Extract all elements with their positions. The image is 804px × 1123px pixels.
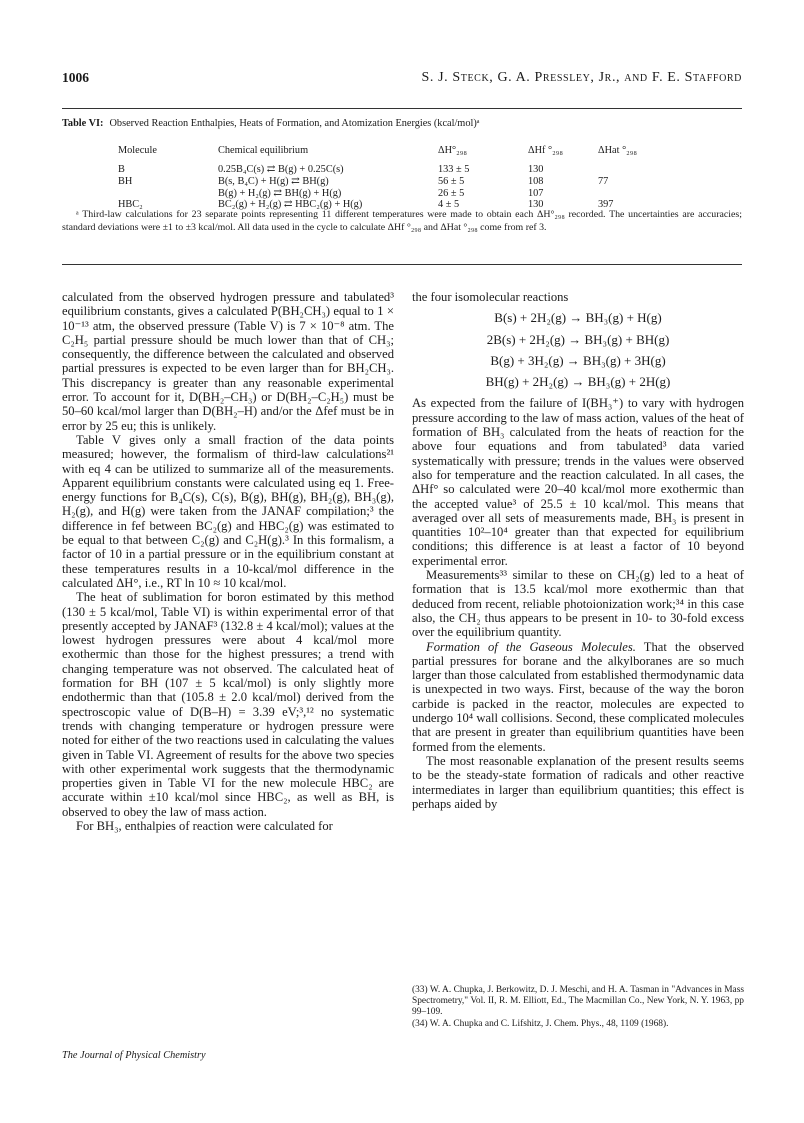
right-column (412, 290, 744, 811)
table-label: Table VI: (62, 118, 104, 129)
table-cell (118, 188, 218, 200)
running-header-authors: S. J. Steck, G. A. Pressley, Jr., and F. E. Stafford (421, 70, 742, 85)
table-cell (598, 164, 678, 176)
table-cell: 107 (528, 187, 544, 199)
equation: BH(g) + 2H₂(g) → BH₃(g) + 2H(g) (485, 374, 671, 390)
table-cell: BC₂(g) + H₂(g) ⇄ HBC₂(g) + H(g) (218, 199, 363, 211)
table-cell: 108 (528, 175, 544, 187)
table-cell: 77 (598, 175, 609, 187)
equation: B(g) + 3H₂(g) → BH₃(g) + 3H(g) (490, 352, 666, 368)
table-caption (62, 118, 742, 129)
table-cell: 56 ± 5 (438, 175, 465, 187)
column-header: Molecule (118, 145, 157, 156)
data-table (118, 143, 678, 211)
section-heading: Formation of the Gaseous Molecules. (426, 639, 636, 654)
table-cell: 4 ± 5 (438, 199, 460, 211)
table-cell (598, 188, 678, 200)
table-top-rule (62, 108, 742, 109)
equation: 2B(s) + 2H₂(g) → BH₃(g) + BH(g) (486, 331, 670, 347)
paragraph: calculated from the observed hydrogen pressure and tabulated³ equilibrium constants, gives a calculated P(BH₂CH₃) equal to 1 × 10⁻¹³ atm, the observed pressure (Table V) is 7 × 10⁻⁸ atm. The C₂H₅ partial pressure should be much lower than that of CH₃; consequently, the difference between the calculated and observed partial pressures is expected to be even larger than for BH₂CH₃. This discrepancy is greater than any reasonable experimental error. To account for it, D(BH₂–CH₃) or D(BH₂–C₂H₅) must be 50–60 kcal/mol larger than D(BH₂–H) and/or the Δfef must be in error by 25 eu; this is unlikely. (62, 290, 394, 433)
table-cell: 0.25B₄C(s) ⇄ B(g) + 0.25C(s) (218, 164, 344, 175)
table-cell: B (118, 164, 125, 175)
table-cell: B(s, B₄C) + H(g) ⇄ BH(g) (218, 175, 329, 187)
table-cell: HBC₂ (118, 199, 143, 211)
paragraph: The most reasonable explanation of the present results seems to be the steady-state formation of radicals and other reactive intermediates in larger than equilibrium quantities; this effect is perhaps aided by (412, 753, 744, 811)
table-row (118, 188, 678, 200)
table-footnote: ᵃ Third-law calculations for 23 separate points representing 11 different temperatures were made to obtain each ΔH°₂₉₈ recorded. The uncertainties are accuracies; standard deviations were ±1 to ±3 kcal/mol. All data used in the cycle to calculate ΔHf °₂₉₈ and ΔHat °₂₉₈ come from ref 3. (62, 209, 742, 233)
running-header (62, 70, 742, 88)
table-cell: 133 ± 5 (438, 164, 470, 175)
paragraph: The heat of sublimation for boron estimated by this method (130 ± 5 kcal/mol, Table VI) is within experimental error of that presently accepted by JANAF³ (132.8 ± 4 kcal/mol); values at the lowest hydrogen pressures were about 4 kcal/mol more exothermic than those for the highest pressures; a trend with changing temperature was not observed. The calculated heat of formation for BH (107 ± 5 kcal/mol) is only slightly more endothermic than that (105.8 ± 2.0 kcal/mol) derived from the spectroscopic value of D(B–H) = 3.39 eV;³,¹² no systematic trends with changing temperature or hydrogen pressure were noted for either of the two reactions used in calculating the values given in Table VI. Agreement of results for the above two species with other experimental work suggests that the thermodynamic properties given in Table VI for the new molecule HBC₂ are accurate within ±10 kcal/mol since HBC₂, as well as BH, is observed to obey the law of mass action. (62, 590, 394, 819)
page-number: 1006 (62, 70, 89, 85)
table-title: Observed Reaction Enthalpies, Heats of Formation, and Atomization Energies (kcal/mol)ᵃ (109, 118, 480, 129)
paragraph: For BH₃, enthalpies of reaction were calculated for (76, 818, 333, 833)
paragraph: Measurements³³ similar to these on CH₂(g) led to a heat of formation that is 13.5 kcal/mol more exothermic than that deduced from recent, reliable photoionization work;³⁴ in this case also, the CH₂ thus appears to be present in 10- to 30-fold excess over the equilibrium quantity. (412, 568, 744, 640)
table-cell: 26 ± 5 (438, 187, 465, 199)
table-cell: 130 (528, 199, 544, 211)
journal-name: The Journal of Physical Chemistry (62, 1050, 206, 1061)
footnotes (412, 985, 744, 1032)
column-header: ΔHat °₂₉₈ (598, 145, 637, 156)
table-bottom-rule (62, 264, 742, 265)
table-row (118, 164, 678, 176)
column-header: ΔHf °₂₉₈ (528, 145, 563, 156)
left-column (62, 290, 394, 833)
column-header: Chemical equilibrium (218, 145, 309, 156)
table-cell: 130 (528, 164, 544, 175)
paragraph (412, 640, 744, 754)
column-header: ΔH°₂₉₈ (438, 145, 467, 156)
paragraph: Table V gives only a small fraction of the data points measured; however, the formalism of third-law calculations²¹ with eq 4 can be utilized to summarize all of the measurements. Apparent equilibrium constants were calculated using eq 1. Free-energy functions for B₄C(s), C(s), B(g), BH(g), BH₂(g), BH₃(g), H₂(g), and H(g) were taken from the JANAF compilation;³ the difference in fef between BC₂(g) and HBC₂(g) was estimated to be equal to that between C₂(g) and C₂H(g).³ In this formalism, a factor of 10 in a partial pressure or in the equilibrium constant at these temperatures results in a 10-kcal/mol difference in the calculated ΔH°, i.e., RT ln 10 ≈ 10 kcal/mol. (62, 432, 394, 590)
equation: B(s) + 2H₂(g) → BH₃(g) + H(g) (494, 310, 662, 326)
paragraph-text: That the observed partial pressures for borane and the alkylboranes are so much larger than those calculated from established thermodynamic data is unexpected in two ways. First, because of the way the boron carbide is packed in the reactor, molecules are expected to undergo 10⁴ wall collisions. Second, these complicated molecules that are present in greater than equilibrium quantities have been formed from the elements. (412, 639, 744, 754)
footnote: (34) W. A. Chupka and C. Lifshitz, J. Chem. Phys., 48, 1109 (1968). (412, 1019, 669, 1030)
table-cell: BH (118, 175, 133, 187)
table-row (118, 176, 678, 188)
table-cell: 397 (598, 199, 614, 211)
footnote: (33) W. A. Chupka, J. Berkowitz, D. J. Meschi, and H. A. Tasman in "Advances in Mass Spectrometry," Vol. II, R. M. Elliott, Ed., The Macmillan Co., New York, N. Y. 1963, pp 99–109. (412, 985, 744, 1017)
table-cell: B(g) + H₂(g) ⇄ BH(g) + H(g) (218, 187, 342, 199)
table-header-row (118, 143, 678, 164)
paragraph: the four isomolecular reactions (412, 290, 569, 304)
paragraph: As expected from the failure of I(BH₃⁺) to vary with hydrogen pressure according to the law of mass action, values of the heat of formation of BH₃ calculated from the heats of reaction for the above four equations and from tabulated³ data varied systematically with pressure; trends in the values were observed also for temperature and the reaction calculated. In all cases, the ΔHf° so calculated were 20–40 kcal/mol more exothermic than the accepted value³ of 25.5 ± 10 kcal/mol. This means that averaged over all sets of measurements made, BH₃ is present in quantities 10²–10⁴ greater than that expected for equilibrium conditions; this difference is at least a factor of 10 beyond experimental error. (412, 396, 744, 568)
